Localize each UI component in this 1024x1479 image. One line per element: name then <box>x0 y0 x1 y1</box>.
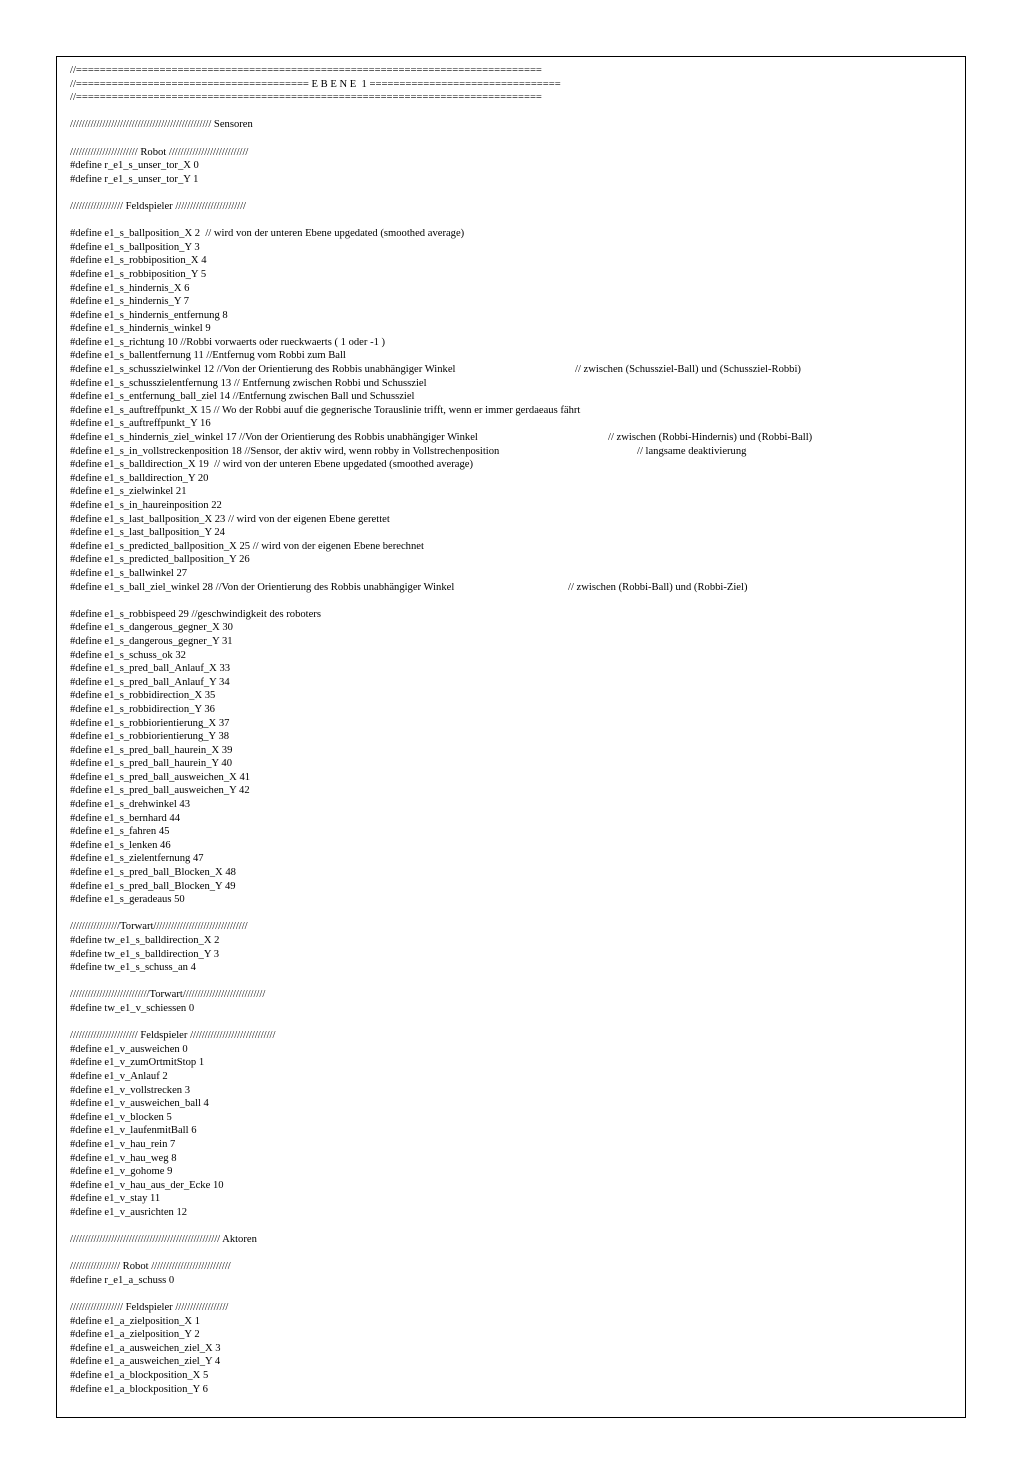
line-text: #define e1_s_last_ballposition_X 23 // wird von der eigenen Ebene gerettet <box>70 513 390 525</box>
line-text: #define e1_v_ausweichen_ball 4 <box>70 1098 209 1110</box>
define-line <box>70 1179 960 1193</box>
define-line <box>70 349 960 363</box>
line-text: #define e1_s_robbiposition_X 4 <box>70 255 207 267</box>
blank-line <box>70 1219 960 1233</box>
define-line <box>70 852 960 866</box>
define-line <box>70 703 960 717</box>
line-text: #define e1_s_last_ballposition_Y 24 <box>70 527 225 539</box>
comment-line <box>70 78 960 92</box>
line-text: /////////////////////////////////////////////////// Aktoren <box>70 1234 257 1246</box>
define-line <box>70 961 960 975</box>
define-line <box>70 458 960 472</box>
define-line <box>70 1369 960 1383</box>
define-line <box>70 1328 960 1342</box>
define-line <box>70 567 960 581</box>
line-text: #define e1_s_pred_ball_Anlauf_Y 34 <box>70 676 230 688</box>
define-line <box>70 934 960 948</box>
define-line <box>70 1056 960 1070</box>
line-text: #define e1_s_drehwinkel 43 <box>70 799 191 811</box>
define-line <box>70 1152 960 1166</box>
line-text: #define e1_s_in_vollstreckenposition 18 //Sensor, der aktiv wird, wenn robby in Vollstrechenposition <box>70 445 500 457</box>
define-line <box>70 254 960 268</box>
define-line <box>70 540 960 554</box>
line-text: #define e1_s_hindernis_Y 7 <box>70 296 190 308</box>
define-line <box>70 363 960 377</box>
line-text: #define e1_s_balldirection_Y 20 <box>70 472 209 484</box>
blank-line <box>70 1247 960 1261</box>
comment-line <box>70 1029 960 1043</box>
define-line <box>70 227 960 241</box>
line-text: #define e1_s_hindernis_ziel_winkel 17 //Von der Orientierung des Robbis unabhängiger Winkel <box>70 432 478 444</box>
define-line <box>70 553 960 567</box>
line-text: #define e1_v_ausweichen 0 <box>70 1043 188 1055</box>
line-text: #define e1_s_hindernis_winkel 9 <box>70 323 211 335</box>
comment-line <box>70 1260 960 1274</box>
define-line <box>70 825 960 839</box>
line-text: ////////////////// Feldspieler ////////////////// <box>70 1302 229 1314</box>
define-line <box>70 621 960 635</box>
line-text: #define e1_a_ausweichen_ziel_Y 4 <box>70 1356 221 1368</box>
comment-line <box>70 200 960 214</box>
line-text: #define e1_s_robbiorientierung_X 37 <box>70 717 230 729</box>
line-text: #define e1_s_bernhard 44 <box>70 812 181 824</box>
line-text: #define e1_s_schuss_ok 32 <box>70 649 186 661</box>
line-text: #define tw_e1_s_balldirection_X 2 <box>70 935 220 946</box>
line-text: #define e1_s_pred_ball_Anlauf_X 33 <box>70 663 231 675</box>
define-line <box>70 173 960 187</box>
define-line <box>70 635 960 649</box>
blank-line <box>70 594 960 608</box>
line-text: #define e1_s_robbiposition_Y 5 <box>70 268 207 280</box>
line-text: #define e1_s_pred_ball_ausweichen_X 41 <box>70 771 251 783</box>
line-text: /////////////////Torwart//////////////////////////////// <box>70 921 248 933</box>
line-text: #define r_e1_s_unser_tor_Y 1 <box>70 173 199 185</box>
blank-line <box>70 132 960 146</box>
line-text: #define e1_s_ballposition_X 2 // wird von der unteren Ebene upgedated (smoothed average) <box>70 228 465 240</box>
line-text: #define e1_s_predicted_ballposition_Y 26 <box>70 554 250 566</box>
comment-line <box>70 91 960 105</box>
define-line <box>70 893 960 907</box>
line-text: #define e1_a_zielposition_Y 2 <box>70 1329 200 1341</box>
define-line <box>70 812 960 826</box>
line-text: #define e1_a_ausweichen_ziel_X 3 <box>70 1342 221 1354</box>
line-text: #define e1_s_zielentfernung 47 <box>70 853 204 865</box>
define-line <box>70 1355 960 1369</box>
line-text: /////////////////////// Robot /////////////////////////// <box>70 146 249 158</box>
define-line <box>70 1383 960 1397</box>
define-line <box>70 159 960 173</box>
line-text: //============================================================================== <box>70 92 542 104</box>
line-text: #define e1_v_blocken 5 <box>70 1111 172 1123</box>
line-text: #define e1_a_blockposition_X 5 <box>70 1370 209 1381</box>
define-line <box>70 662 960 676</box>
define-line <box>70 472 960 486</box>
define-line <box>70 499 960 513</box>
line-text: ////////////////// Feldspieler //////////////////////// <box>70 200 246 212</box>
blank-line <box>70 907 960 921</box>
blank-line <box>70 186 960 200</box>
line-text: #define e1_v_hau_rein 7 <box>70 1138 176 1150</box>
define-line <box>70 771 960 785</box>
line-text: ///////////////////////////Torwart//////////////////////////// <box>70 989 266 1001</box>
define-line <box>70 295 960 309</box>
define-line <box>70 377 960 391</box>
define-line <box>70 1070 960 1084</box>
line-text: #define e1_s_auftreffpunkt_X 15 // Wo der Robbi auuf die gegnerische Torauslinie trifft, wenn er immer gerdaeaus fährt <box>70 404 581 416</box>
line-text: #define e1_v_stay 11 <box>70 1193 161 1205</box>
define-line <box>70 268 960 282</box>
line-text: #define e1_s_balldirection_X 19 // wird von der unteren Ebene upgedated (smoothed average) <box>70 459 474 471</box>
define-line <box>70 1124 960 1138</box>
blank-line <box>70 214 960 228</box>
line-text: #define e1_s_richtung 10 //Robbi vorwaerts oder rueckwaerts ( 1 oder -1 ) <box>70 336 386 348</box>
line-text: #define e1_v_gohome 9 <box>70 1166 173 1178</box>
line-text: #define e1_s_pred_ball_haurein_X 39 <box>70 744 233 756</box>
trailing-comment: // langsame deaktivierung <box>637 445 747 457</box>
define-line <box>70 336 960 350</box>
blank-line <box>70 1287 960 1301</box>
line-text: #define e1_s_geradeaus 50 <box>70 894 185 906</box>
line-text: #define e1_s_pred_ball_haurein_Y 40 <box>70 758 232 770</box>
define-line <box>70 1206 960 1220</box>
comment-line <box>70 118 960 132</box>
line-text: #define e1_s_hindernis_X 6 <box>70 282 190 294</box>
line-text: #define e1_s_zielwinkel 21 <box>70 486 187 498</box>
line-text: #define e1_s_robbidirection_X 35 <box>70 690 216 702</box>
define-line <box>70 1084 960 1098</box>
blank-line <box>70 1016 960 1030</box>
define-line <box>70 1315 960 1329</box>
line-text: #define e1_s_pred_ball_ausweichen_Y 42 <box>70 785 250 797</box>
line-text: #define e1_s_ballwinkel 27 <box>70 567 188 579</box>
line-text: #define r_e1_a_schuss 0 <box>70 1274 175 1286</box>
define-line <box>70 839 960 853</box>
define-line <box>70 282 960 296</box>
define-line <box>70 1192 960 1206</box>
line-text: #define e1_s_auftreffpunkt_Y 16 <box>70 418 211 430</box>
line-text: #define tw_e1_v_schiessen 0 <box>70 1002 195 1014</box>
define-line <box>70 1111 960 1125</box>
define-line <box>70 1342 960 1356</box>
define-line <box>70 309 960 323</box>
define-line <box>70 689 960 703</box>
line-text: #define tw_e1_s_balldirection_Y 3 <box>70 948 220 960</box>
trailing-comment: // zwischen (Robbi-Ball) und (Robbi-Ziel) <box>568 581 748 593</box>
comment-line <box>70 1301 960 1315</box>
code-listing <box>70 64 960 1396</box>
line-text: //======================================= E B E N E 1 ================================ <box>70 78 561 90</box>
line-text: #define e1_s_pred_ball_Blocken_Y 49 <box>70 880 236 892</box>
line-text: /////////////////////// Feldspieler ///////////////////////////// <box>70 1030 276 1042</box>
define-line <box>70 757 960 771</box>
line-text: #define e1_s_ball_ziel_winkel 28 //Von der Orientierung des Robbis unabhängiger Winkel <box>70 581 455 593</box>
line-text: #define e1_s_in_haureinposition 22 <box>70 500 222 511</box>
define-line <box>70 649 960 663</box>
blank-line <box>70 975 960 989</box>
line-text: #define e1_s_ballentfernung 11 //Entfernug vom Robbi zum Ball <box>70 350 346 362</box>
define-line <box>70 798 960 812</box>
define-line <box>70 948 960 962</box>
line-text: //============================================================================== <box>70 65 542 76</box>
define-line <box>70 322 960 336</box>
line-text: #define e1_s_robbidirection_Y 36 <box>70 703 215 715</box>
line-text: #define r_e1_s_unser_tor_X 0 <box>70 160 199 172</box>
define-line <box>70 1274 960 1288</box>
define-line <box>70 1165 960 1179</box>
define-line <box>70 744 960 758</box>
line-text: #define e1_v_vollstrecken 3 <box>70 1084 191 1096</box>
define-line <box>70 1043 960 1057</box>
line-text: #define e1_s_dangerous_gegner_X 30 <box>70 622 233 634</box>
define-line <box>70 717 960 731</box>
comment-line <box>70 1233 960 1247</box>
line-text: #define e1_s_predicted_ballposition_X 25 // wird von der eigenen Ebene berechnet <box>70 540 424 552</box>
define-line <box>70 866 960 880</box>
line-text: #define e1_v_ausrichten 12 <box>70 1206 188 1218</box>
define-line <box>70 581 960 595</box>
define-line <box>70 417 960 431</box>
line-text: #define e1_s_schusszielwinkel 12 //Von der Orientierung des Robbis unabhängiger Winkel <box>70 364 456 376</box>
blank-line <box>70 105 960 119</box>
define-line <box>70 608 960 622</box>
define-line <box>70 1002 960 1016</box>
line-text: #define e1_v_zumOrtmitStop 1 <box>70 1057 205 1069</box>
comment-line <box>70 988 960 1002</box>
line-text: #define e1_a_blockposition_Y 6 <box>70 1383 208 1395</box>
line-text: ///////////////// Robot /////////////////////////// <box>70 1261 231 1273</box>
define-line <box>70 880 960 894</box>
line-text: #define e1_s_pred_ball_Blocken_X 48 <box>70 867 236 879</box>
line-text: #define e1_v_Anlauf 2 <box>70 1070 168 1082</box>
define-line <box>70 730 960 744</box>
line-text: #define e1_s_schusszielentfernung 13 // Entfernung zwischen Robbi und Schussziel <box>70 377 427 389</box>
line-text: #define e1_s_ballposition_Y 3 <box>70 241 200 253</box>
define-line <box>70 526 960 540</box>
line-text: #define e1_a_zielposition_X 1 <box>70 1315 201 1327</box>
comment-line <box>70 64 960 78</box>
define-line <box>70 390 960 404</box>
trailing-comment: // zwischen (Schussziel-Ball) und (Schussziel-Robbi) <box>575 364 801 376</box>
line-text: #define e1_s_robbiorientierung_Y 38 <box>70 731 230 743</box>
line-text: #define e1_s_robbispeed 29 //geschwindigkeit des roboters <box>70 608 321 620</box>
define-line <box>70 676 960 690</box>
define-line <box>70 513 960 527</box>
define-line <box>70 485 960 499</box>
comment-line <box>70 146 960 160</box>
line-text: #define tw_e1_s_schuss_an 4 <box>70 962 196 974</box>
line-text: //////////////////////////////////////////////// Sensoren <box>70 119 253 131</box>
define-line <box>70 1138 960 1152</box>
define-line <box>70 445 960 459</box>
define-line <box>70 404 960 418</box>
line-text: #define e1_v_laufenmitBall 6 <box>70 1125 197 1137</box>
define-line <box>70 784 960 798</box>
line-text: #define e1_v_hau_aus_der_Ecke 10 <box>70 1179 224 1191</box>
line-text: #define e1_s_entfernung_ball_ziel 14 //Entfernung zwischen Ball und Schussziel <box>70 391 415 403</box>
trailing-comment: // zwischen (Robbi-Hindernis) und (Robbi-Ball) <box>608 432 813 444</box>
define-line <box>70 1097 960 1111</box>
line-text: #define e1_s_hindernis_entfernung 8 <box>70 309 228 321</box>
line-text: #define e1_s_lenken 46 <box>70 839 171 851</box>
line-text: #define e1_s_dangerous_gegner_Y 31 <box>70 635 233 647</box>
line-text: #define e1_v_hau_weg 8 <box>70 1152 177 1164</box>
define-line <box>70 431 960 445</box>
define-line <box>70 241 960 255</box>
line-text: #define e1_s_fahren 45 <box>70 826 170 838</box>
comment-line <box>70 920 960 934</box>
